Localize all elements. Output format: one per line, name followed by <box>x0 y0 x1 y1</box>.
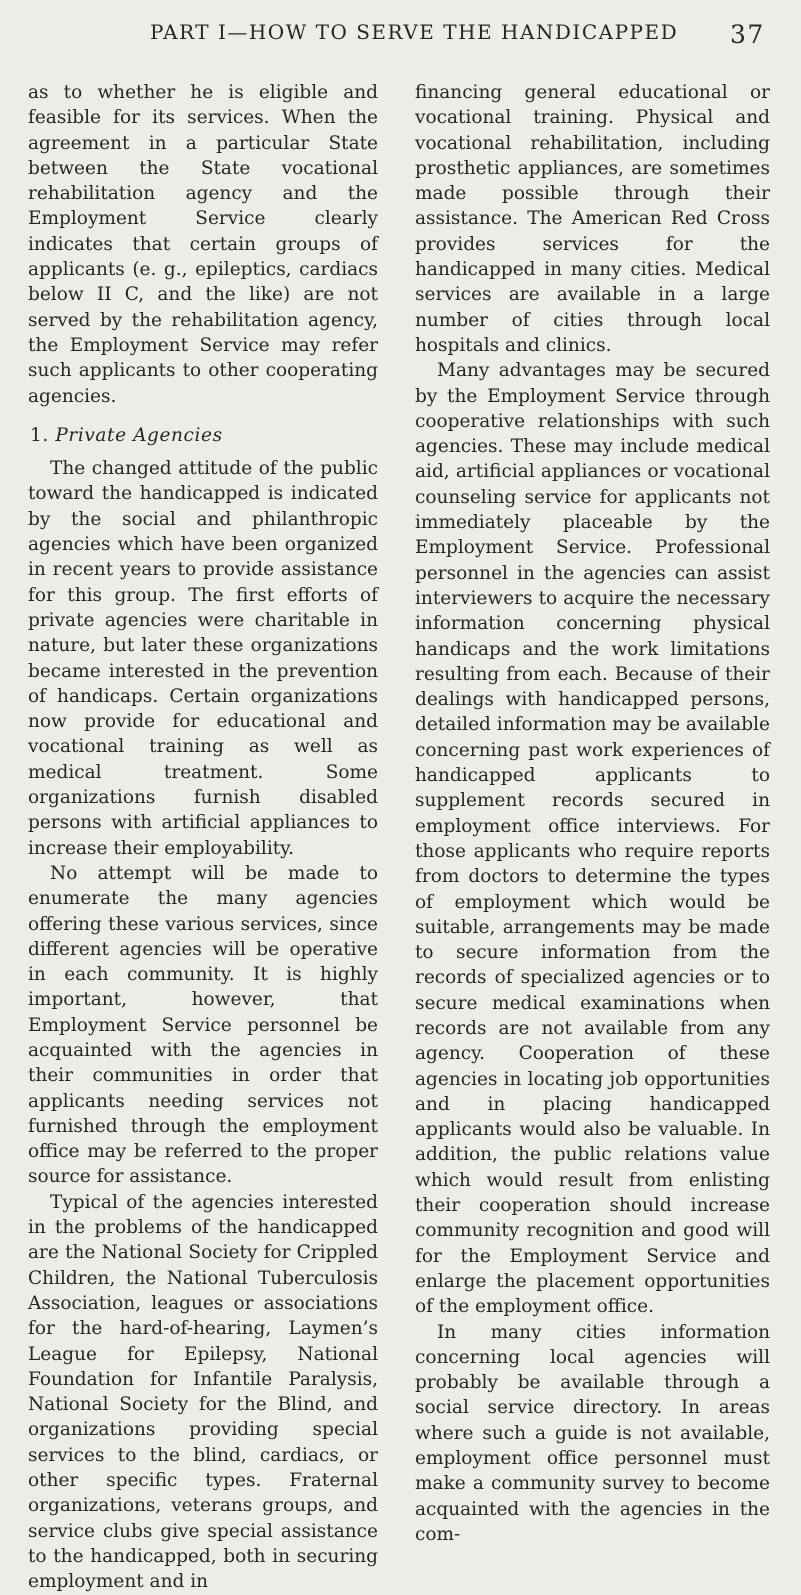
paragraph-continuation: financing general educational or vocational training. Physical and vocational rehabilitation, including prosthetic appliances, are sometimes made possible through their assistance. The American Red Cross provides services for the handicapped in many cities. Medical services are available in a large number of cities through local hospitals and clinics. <box>415 82 770 356</box>
page-number: 37 <box>730 20 765 49</box>
paragraph: Many advantages may be secured by the Employment Service through cooperative relationships with such agencies. These may include medical aid, artificial appliances or vocational counseling service for applicants not immediately placeable by the Employment Service. Professional personnel in the agencies can assist interviewers to acquire the necessary information concerning physical handicaps and the work limitations resulting from each. Because of their dealings with handicapped persons, detailed information may be available concerning past work experiences of handicapped applicants to supplement records secured in employment office interviews. For those applicants who require reports from doctors to determine the types of employment which would be suitable, arrangements may be made to secure information from the records of specialized agencies or to secure medical examinations when records are not available from any agency. Cooperation of these agencies in locating job opportunities and in placing handicapped applicants would also be valuable. In addition, the public relations value which would result from enlisting their cooperation should increase community recognition and good will for the Employment Service and enlarge the placement opportunities of the employment office. <box>415 360 770 1318</box>
section-title: Private Agencies <box>55 424 223 446</box>
paragraph: The changed attitude of the public toward the handicapped is indicated by the social and philanthropic agencies which have been organized in recent years to provide assistance for this group. The first efforts of private agencies were charitable in nature, but later these organizations became interested in the prevention of handicaps. Certain organizations now provide for educational and vocational training as well as medical treatment. Some organizations furnish disabled persons with artificial appliances to increase their employability. <box>28 458 378 859</box>
paragraph: Typical of the agencies interested in the problems of the handicapped are the National Society for Crippled Children, the National Tuberculosis Association, leagues or associations for the hard-of-hearing, Laymen’s League for Epilepsy, National Foundation for Infantile Paralysis, National Society for the Blind, and organizations providing special services to the blind, cardiacs, or other specific types. Fraternal organizations, veterans groups, and service clubs give special assistance to the handicapped, both in securing employment and in <box>28 1191 378 1593</box>
running-header <box>150 20 790 49</box>
running-title: PART I—HOW TO SERVE THE HANDICAPPED <box>150 20 679 44</box>
paragraph: In many cities information concerning local agencies will probably be available through a social service directory. In areas where such a guide is not available, employment office personnel must make a community survey to become acquainted with the agencies in the com- <box>415 1321 770 1545</box>
paragraph-continuation: as to whether he is eligible and feasible for its services. When the agreement in a particular State between the State vocational rehabilitation agency and the Employment Service clearly indicates that certain groups of applicants (e. g., epileptics, cardiacs below II C, and the like) are not served by the rehabilitation agency, the Employment Service may refer such applicants to other cooperating agencies. <box>28 82 378 407</box>
paragraph: No attempt will be made to enumerate the many agencies offering these various services, since different agencies will be operative in each community. It is highly important, however, that Employment Service personnel be acquainted with the agencies in their communities in order that applicants needing services not furnished through the employment office may be referred to the proper source for assistance. <box>28 862 378 1188</box>
left-column <box>28 80 378 1595</box>
right-column <box>415 80 770 1547</box>
section-heading <box>30 423 378 448</box>
section-number: 1. <box>30 424 49 446</box>
